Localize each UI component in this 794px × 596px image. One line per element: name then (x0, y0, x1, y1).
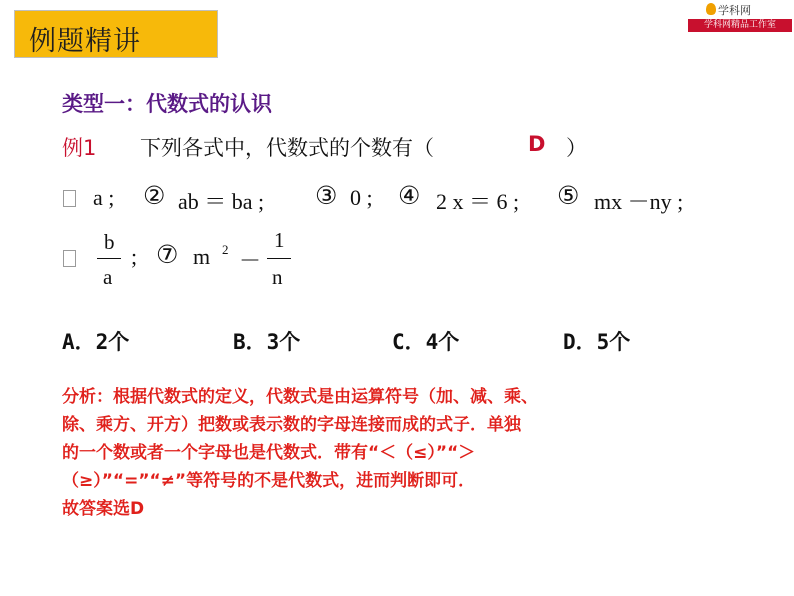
title-banner (14, 10, 218, 58)
expr-3-number: ③ (315, 181, 338, 210)
missing-glyph-icon (63, 250, 76, 267)
logo-bar: 学科网精品工作室 (688, 19, 792, 32)
analysis-line: （≥）”“=”“≠”等符号的不是代数式，进而判断即可． (62, 471, 476, 491)
expr-2: ab ＝ ba ; (178, 189, 265, 214)
page-title: 例题精讲 (29, 26, 141, 57)
fraction-b-a-numerator: b (104, 230, 115, 254)
question-number: 例1 (62, 136, 97, 160)
expr-6-separator: ; (131, 244, 138, 269)
analysis-line: 除、乘方、开方）把数或表示数的字母连接而成的式子．单独 (62, 415, 521, 435)
analysis-line: 的一个数或者一个字母也是代数式．带有“＜（≤）”“＞ (62, 443, 476, 463)
analysis-line: 分析：根据代数式的定义，代数式是由运算符号（加、减、乘、 (62, 387, 538, 407)
missing-glyph-icon (63, 190, 76, 207)
logo-mark-icon (706, 3, 716, 15)
analysis-answer-line: 故答案选D (62, 499, 145, 519)
fraction-1-n-denominator: n (272, 265, 283, 289)
question-close-paren: ） (566, 136, 587, 160)
option-d: D．5个 (563, 330, 631, 354)
option-b: B．3个 (233, 330, 301, 354)
expr-5: mx －ny ; (594, 189, 684, 214)
expr-7-m: m (193, 244, 211, 269)
fraction-1-n-numerator: 1 (274, 228, 285, 252)
section-heading: 类型一：代数式的认识 (62, 92, 272, 116)
logo-top-text: 学科网 (718, 4, 751, 17)
option-c: C．4个 (392, 330, 460, 354)
expr-1: a ; (93, 185, 115, 210)
option-a: A．2个 (62, 330, 130, 354)
expr-4: 2 x ＝ 6 ; (436, 189, 520, 214)
expr-2-number: ② (143, 181, 166, 210)
expr-7-exponent: 2 (222, 242, 229, 257)
fraction-bar (267, 258, 291, 259)
expr-3: 0 ; (350, 185, 373, 210)
expr-7-minus: － (239, 248, 262, 273)
zxxk-logo (688, 2, 792, 34)
question-answer: D (528, 132, 546, 156)
expr-4-number: ④ (398, 181, 421, 210)
expr-7-number: ⑦ (156, 240, 179, 269)
fraction-b-a-denominator: a (103, 265, 113, 289)
analysis-block (62, 383, 702, 523)
expr-5-number: ⑤ (557, 181, 580, 210)
question-text: 下列各式中，代数式的个数有（ (140, 136, 434, 160)
fraction-bar (97, 258, 121, 259)
